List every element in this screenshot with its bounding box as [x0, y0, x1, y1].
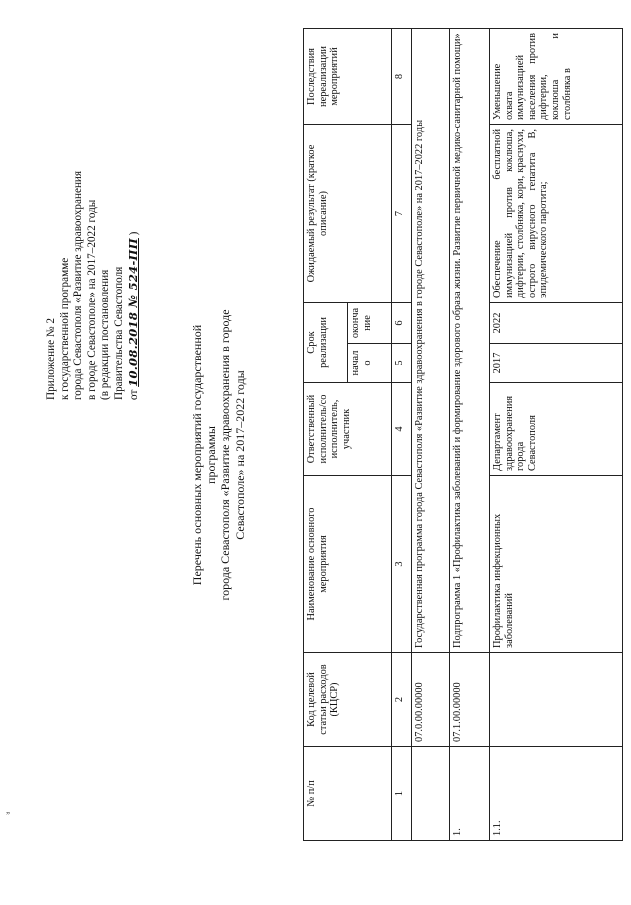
appendix-header [45, 70, 141, 400]
measure-row [490, 29, 623, 841]
program-code: 07.0.00.00000 [412, 653, 450, 747]
header-start: начало [348, 344, 392, 383]
column-number: 6 [392, 303, 412, 344]
column-number: 5 [392, 344, 412, 383]
measure-num: 1.1. [490, 747, 623, 841]
document-title [190, 305, 247, 605]
title-line: Перечень основных мероприятий государственной программы [190, 324, 219, 586]
measure-code [490, 653, 623, 747]
column-number: 4 [392, 383, 412, 476]
header-name: Наименование основного мероприятия [304, 476, 392, 653]
subprogram-code: 07.1.00.00000 [450, 653, 490, 747]
measure-name: Профилактика инфекционных заболеваний [490, 476, 623, 653]
handwritten-date-number: 10.08.2018 № 524-ПП [125, 238, 140, 387]
header-result: Ожидаемый результат (краткое описание) [304, 125, 392, 303]
column-number: 2 [392, 653, 412, 747]
appendix-line: (в редакции постановления [99, 269, 112, 400]
subprogram-row [450, 29, 490, 841]
appendix-line: города Севастополя «Развитие здравоохранения [72, 170, 85, 400]
header-responsible: Ответственный исполнитель/со исполнитель, участник [304, 383, 392, 476]
subprogram-title: Подпрограмма 1 «Профилактика заболеваний и формирование здорового образа жизни. Развитие первичной медико-санитарной помощи» [450, 29, 490, 653]
header-term: Срок реализации [304, 303, 348, 383]
measure-result: Обеспечение бесплатной иммунизацией против коклюша, дифтерии, столбняка, кори, краснухи, острого вирусного гепатита В, эпидемического паротита; [490, 125, 623, 303]
appendix-line: Правительства Севастополя [112, 266, 125, 400]
column-number: 1 [392, 747, 412, 841]
column-number: 7 [392, 125, 412, 303]
appendix-line: Приложение № 2 [45, 318, 57, 400]
corner-mark: „ [6, 805, 10, 815]
header-num: № п/п [304, 747, 392, 841]
header-row [304, 29, 348, 841]
measure-responsible: Департамент здравоохранения города Севастополя [490, 383, 623, 476]
subprogram-num: 1. [450, 747, 490, 841]
measure-end: 2022 [490, 303, 623, 344]
header-end: оконча ние [348, 303, 392, 344]
measure-start: 2017 [490, 344, 623, 383]
header-kcsr: Код целевой статьи расходов (КЦСР) [304, 653, 392, 747]
program-title: Государственная программа города Севастополя «Развитие здравоохранения в городе Севастополе» на 2017–2022 годы [412, 29, 450, 653]
title-line: Севастополе» на 2017–2022 годы [232, 370, 247, 540]
program-num-cell [412, 747, 450, 841]
appendix-line: к государственной программе [58, 257, 71, 400]
measures-table [303, 28, 623, 841]
appendix-line: в городе Севастополе» на 2017–2022 годы [85, 199, 98, 400]
column-number: 8 [392, 29, 412, 125]
header-consequences: Последствия нереализации мероприятий [304, 29, 392, 125]
appendix-date-line [127, 70, 142, 400]
measure-consequences: Уменьшение охвата иммунизацией населения против дифтерии, коклюша и столбняка в [490, 29, 623, 125]
title-line: города Севастополя «Развитие здравоохранения в городе [218, 309, 233, 601]
date-prefix: от [127, 389, 140, 400]
program-row [412, 29, 450, 841]
column-number: 3 [392, 476, 412, 653]
column-number-row [392, 29, 412, 841]
date-suffix: ) [127, 231, 140, 236]
